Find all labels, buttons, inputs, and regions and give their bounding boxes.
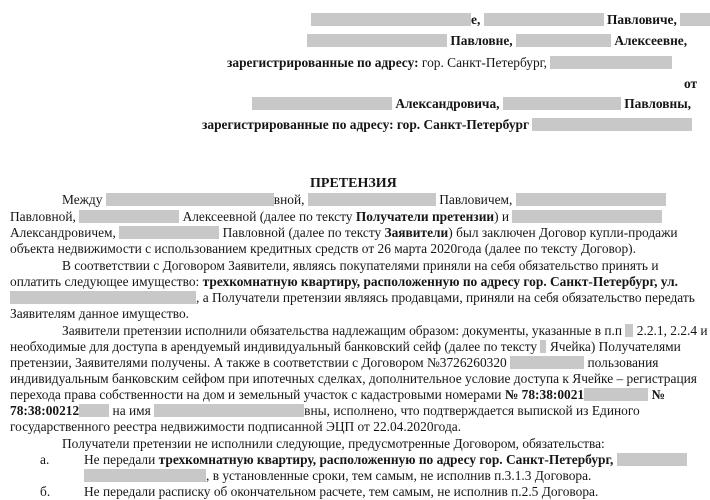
p3-line-2: необходимые для доступа в арендуемый индивидуальный банковский сейф (далее по тексту Ячейка) Получателями	[10, 339, 681, 354]
redaction	[252, 97, 392, 110]
header-address-2: зарегистрированные по адресу: гор. Санкт-Петербург	[202, 117, 692, 133]
redaction	[625, 324, 633, 337]
p1-line-2: Павловной, Алексеевной (далее по тексту Получатели претензии) и	[10, 209, 662, 225]
redaction	[540, 340, 546, 353]
header-line-2: Павловне, Алексеевне,	[307, 33, 687, 49]
p1-line-1: Между вной, Павловичем,	[62, 192, 666, 208]
list-item-b-line-1: Не передали расписку об окончательном расчете, тем самым, не исполнив п.2.5 Договора.	[84, 484, 599, 499]
list-item-a-line-1: Не передали трехкомнатную квартиру, расположенную по адресу гор. Санкт-Петербург,	[84, 452, 687, 468]
redaction	[484, 13, 604, 26]
redaction	[84, 469, 206, 482]
p1-line-4: объекта недвижимости с использованием кредитных средств от 26 марта 2020года (далее по тексту Договор).	[10, 241, 636, 256]
redaction	[308, 193, 436, 206]
list-item-a-line-2: , в установленные сроки, тем самым, не исполнив п.3.1.3 Договора.	[84, 468, 591, 484]
p3-line-5: перехода права собственности на дом и земельный участок с кадастровыми номерами № 78:38:0021 №	[10, 387, 665, 402]
document-title: ПРЕТЕНЗИЯ	[310, 176, 397, 191]
header-address-1: зарегистрированные по адресу: гор. Санкт-Петербург,	[227, 55, 672, 71]
redaction	[510, 356, 584, 369]
redaction	[503, 97, 621, 110]
redaction	[550, 56, 672, 69]
header-line-4: от	[684, 76, 698, 91]
p1-line-3: Александровичем, Павловной (далее по тексту Заявители) был заключен Договор купли-продажи	[10, 225, 678, 240]
redaction	[516, 193, 666, 206]
p2-line-1: В соответствии с Договором Заявители, являясь покупателями приняли на себя обязательство принять и	[62, 258, 659, 273]
redaction	[10, 291, 196, 304]
redaction	[154, 404, 304, 417]
p2-line-2: оплатить следующее имущество: трехкомнатную квартиру, расположенную по адресу гор. Санкт-Петербург, ул.	[10, 274, 678, 289]
redaction	[532, 118, 692, 131]
redaction	[680, 13, 710, 26]
list-item-a-marker: а.	[40, 452, 50, 467]
p4-intro: Получатели претензии не исполнили следующие, предусмотренные Договором, обязательства:	[62, 436, 605, 451]
p3-line-6: 78:38:00212 на имя вны, исполнено, что подтверждается выпиской из Единого	[10, 403, 640, 418]
p2-line-4: Заявителям данное имущество.	[10, 306, 189, 321]
redaction	[516, 34, 611, 47]
redaction	[617, 453, 687, 466]
redaction	[584, 388, 648, 401]
p3-line-4: индивидуальным банковским сейфом при ипотечных сделках, дополнительное условие доступа к Ячейке – регистрация	[10, 371, 697, 386]
list-item-b-marker: б.	[40, 484, 51, 499]
redaction	[512, 210, 662, 223]
p2-line-3: , а Получатели претензии являясь продавцами, приняли на себя обязательство передать	[10, 290, 695, 306]
header-line-5: Александровича, Павловны,	[252, 96, 691, 112]
redaction	[311, 13, 471, 26]
redaction	[79, 404, 109, 417]
p3-line-1: Заявители претензии исполнили обязательства надлежащим образом: документы, указанные в п.п 2.2.1, 2.2.4 и	[62, 323, 708, 338]
header-line-1: е, Павловиче,	[311, 12, 710, 28]
p3-line-7: государственного реестра недвижимости подписанной ЭЦП от 22.04.2020года.	[10, 419, 462, 434]
redaction	[79, 210, 179, 223]
redaction	[119, 226, 219, 239]
redaction	[307, 34, 447, 47]
redaction	[106, 193, 274, 206]
p3-line-3: претензии, Заявителями получены. А также в соответствии с Договором №3726260320 пользования	[10, 355, 659, 370]
